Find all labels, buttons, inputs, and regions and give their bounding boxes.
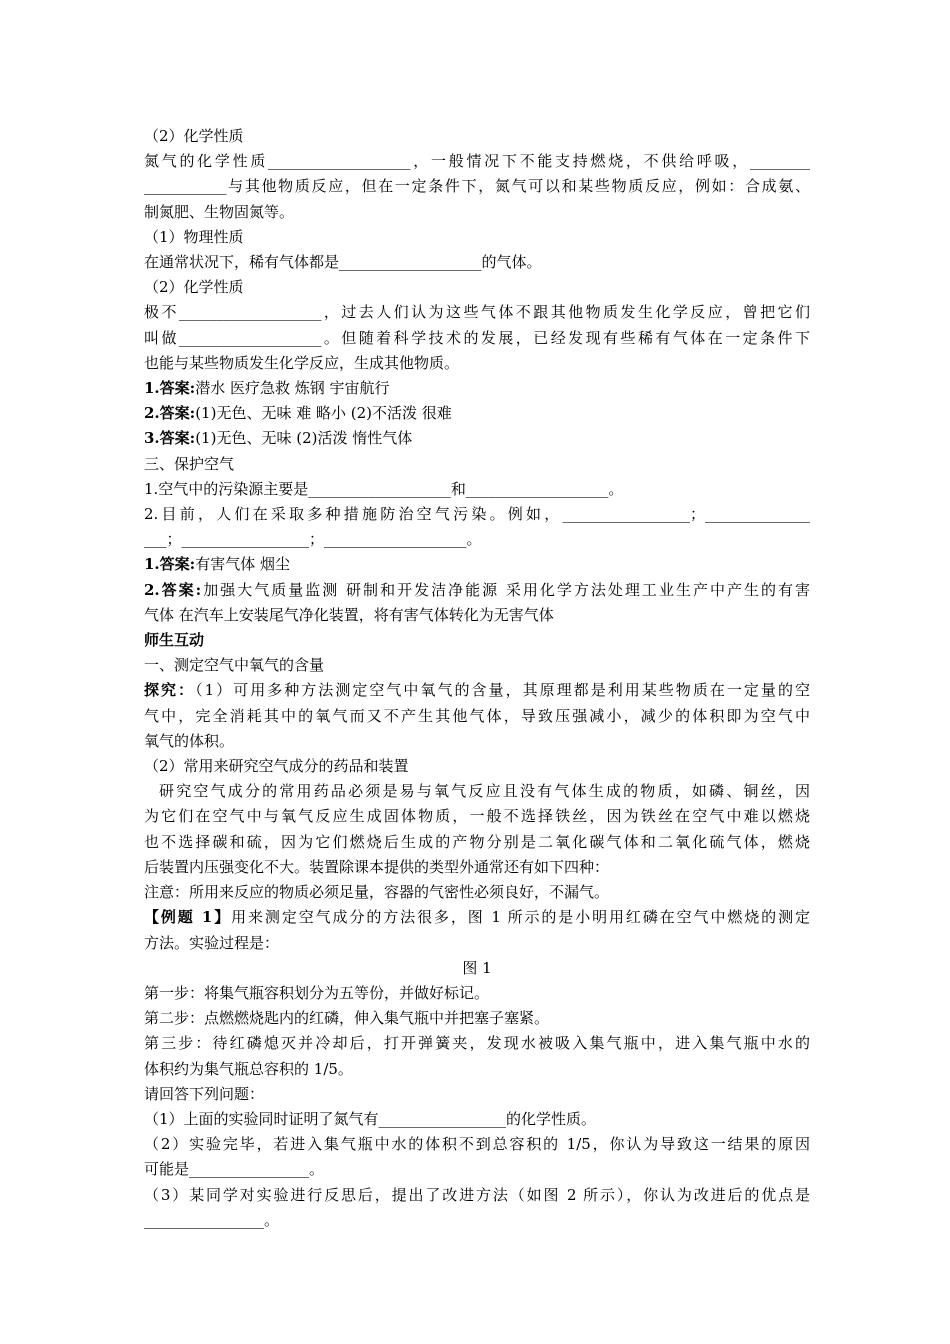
line-text: 气中，完全消耗其中的氧气而又不产生其他气体，导致压强减小，减少的体积即为空气中 (144, 706, 810, 725)
text-line (144, 855, 810, 880)
line-text: 潜水 医疗急救 炼钢 宇宙航行 (195, 379, 390, 398)
text-line (144, 931, 810, 956)
line-text: （3）某同学对实验进行反思后，提出了改进方法（如图 2 所示），你认为改进后的优点是 (144, 1185, 810, 1204)
text-line (144, 200, 810, 225)
text-line (144, 603, 810, 628)
line-text: （1）可用多种方法测定空气中氧气的含量，其原理都是利用某些物质在一定量的空 (195, 681, 810, 700)
text-line (144, 250, 810, 275)
line-text: 为它们在空气中与氧气反应生成固体物质，一般不选择铁丝，因为铁丝在空气中难以燃烧 (144, 807, 810, 826)
line-text: 第一步：将集气瓶容积划分为五等份，并做好标记。 (144, 983, 490, 1002)
text-line (144, 477, 810, 502)
line-text: 1.空气中的污染源主要是___________________和___________________。 (144, 479, 624, 498)
line-text: 加强大气质量监测 研制和开发洁净能源 采用化学方法处理工业生产中产生的有害 (201, 580, 810, 599)
text-line (144, 804, 810, 829)
text-line (144, 149, 810, 174)
text-line (144, 880, 810, 905)
line-text: 三、保护空气 (144, 454, 235, 473)
line-text: ___________与其他物质反应，但在一定条件下，氮气可以和某些物质反应，例如：合成氨、 (144, 177, 810, 196)
answer-label: 1.答案: (144, 555, 196, 574)
line-text: 方法。实验过程是： (144, 933, 280, 952)
text-line (144, 981, 810, 1006)
text-line (144, 830, 810, 855)
line-text: （2）实验完毕，若进入集气瓶中水的体积不到总容积的 1/5，你认为导致这一结果的原因 (144, 1135, 810, 1154)
line-text: 气体 在汽车上安装尾气净化装置，将有害气体转化为无害气体 (144, 605, 554, 624)
answer-label: 【例题 1】 (144, 908, 232, 927)
line-text: （2）化学性质 (144, 127, 244, 145)
line-text: 在通常状况下，稀有气体都是___________________的气体。 (144, 253, 542, 272)
line-text: 请回答下列问题： (144, 1084, 265, 1103)
line-text: ___；_________________；___________________。 (144, 530, 482, 549)
text-line (144, 527, 810, 552)
text-line (144, 653, 810, 678)
line-text: 研究空气成分的常用药品必须是易与氧气反应且没有气体生成的物质，如磷、铜丝，因 (159, 782, 810, 801)
text-line (144, 225, 810, 250)
answer-label: 探究： (144, 681, 196, 700)
line-text: （2）常用来研究空气成分的药品和装置 (144, 757, 409, 776)
text-line (144, 124, 810, 149)
text-line (144, 1183, 810, 1208)
text-line (144, 729, 810, 754)
text-line (144, 779, 810, 804)
line-text: 用来测定空气成分的方法很多，图 1 所示的是小明用红磷在空气中燃烧的测定 (231, 908, 810, 927)
line-text: 图 1 (462, 958, 492, 977)
line-text: 第三步：待红磷熄灭并冷却后，打开弹簧夹，发现水被吸入集气瓶中，进入集气瓶中水的 (144, 1034, 810, 1053)
text-line (144, 754, 810, 779)
text-line (144, 704, 810, 729)
answer-line (144, 426, 810, 451)
line-text: （1）上面的实验同时证明了氮气有_________________的化学性质。 (144, 1109, 597, 1128)
answer-line (144, 552, 810, 577)
text-line (144, 628, 810, 653)
line-text: 极不___________________，过去人们认为这些气体不跟其他物质发生化学反应，曾把它们 (144, 303, 810, 322)
line-text: 体积约为集气瓶总容积的 1/5。 (144, 1059, 353, 1078)
text-line (144, 1006, 810, 1031)
text-line (144, 452, 810, 477)
text-line (144, 1157, 810, 1182)
line-text: 也不选择碳和硫，因为它们燃烧后生成的产物分别是二氧化碳气体和二氧化硫气体，燃烧 (144, 832, 810, 851)
line-text: 也能与某些物质发生化学反应，生成其他物质。 (144, 353, 460, 372)
line-text: 后装置内压强变化不大。装置除课本提供的类型外通常还有如下四种： (144, 857, 610, 876)
line-text: (1)无色、无味 (2)活泼 惰性气体 (195, 429, 413, 448)
line-text: （1）物理性质 (144, 227, 244, 246)
figure-caption (144, 956, 810, 981)
text-line (144, 1107, 810, 1132)
line-text: 制氮肥、生物固氮等。 (144, 202, 295, 221)
answer-line (144, 678, 810, 703)
text-line (144, 1057, 810, 1082)
text-line (144, 326, 810, 351)
answer-label: 1.答案: (144, 379, 196, 398)
line-text: 可能是________________。 (144, 1160, 325, 1179)
text-line (144, 275, 810, 300)
answer-line (144, 376, 810, 401)
line-text: 第二步：点燃燃烧匙内的红磷，伸入集气瓶中并把塞子塞紧。 (144, 1009, 550, 1028)
line-text: 师生互动 (144, 631, 205, 650)
answer-label: 2.答案: (144, 404, 196, 423)
line-text: （2）化学性质 (144, 278, 244, 297)
text-line (144, 351, 810, 376)
answer-line (144, 578, 810, 603)
line-text: 一、测定空气中氧气的含量 (144, 656, 325, 675)
line-text: ________________。 (144, 1210, 280, 1229)
text-line (144, 300, 810, 325)
line-text: 注意：所用来反应的物质必须足量，容器的气密性必须良好，不漏气。 (144, 883, 610, 902)
line-text: 氮气的化学性质___________________，一般情况下不能支持燃烧，不供给呼吸，________ (144, 152, 810, 171)
answer-line (144, 905, 810, 930)
line-text: 2.目前，人们在采取多种措施防治空气污染。例如，_________________；______________ (144, 505, 810, 524)
answer-label: 3.答案: (144, 429, 196, 448)
text-line (144, 1082, 810, 1107)
text-line (144, 502, 810, 527)
answer-label: 2.答案: (144, 580, 202, 599)
text-line (144, 1208, 810, 1233)
text-line (144, 174, 810, 199)
document-body (144, 124, 810, 1233)
text-line (144, 1031, 810, 1056)
line-text: 叫做___________________。但随着科学技术的发展，已经发现有些稀有气体在一定条件下 (144, 328, 810, 347)
line-text: 有害气体 烟尘 (195, 555, 290, 574)
answer-line (144, 401, 810, 426)
text-line (144, 1132, 810, 1157)
line-text: 氧气的体积。 (144, 731, 235, 750)
line-text: (1)无色、无味 难 略小 (2)不活泼 很难 (195, 404, 452, 423)
